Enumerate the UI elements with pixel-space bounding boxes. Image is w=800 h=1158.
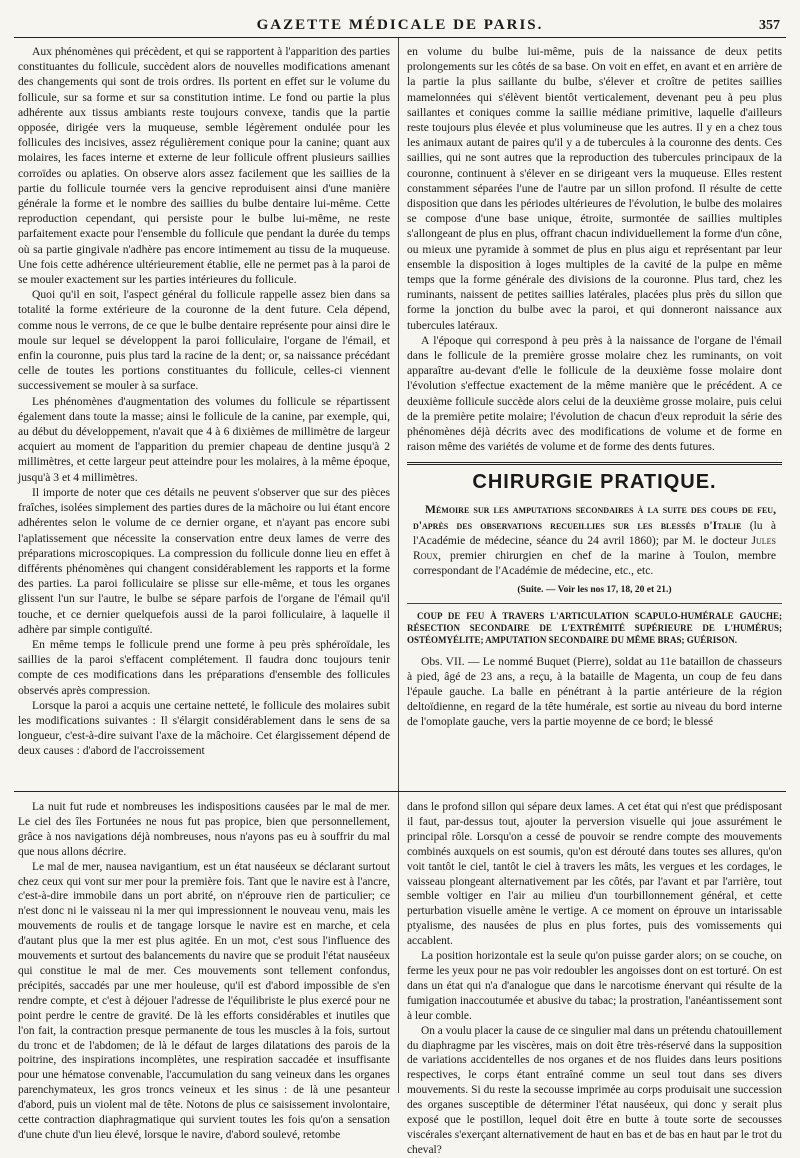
paragraph: dans le profond sillon qui sépare deux lames. A cet état qui n'est que prédisposant il faut, par-dessus tout, ajouter la perversion visuelle qui joue assurément le principal rôle. Lorsqu'on a cessé de pouvoir se rendre compte des mouvements combinés auxquels on est soumis, qu'on est dérouté dans toutes ses allures, qu'on voit tantôt le ciel, tantôt le ciel à travers les mâts, les vergues et les cordages, le vaisseau plongeant alternativement par les côtés, par l'avant et par l'arrière, tout semble voltiger en l'air au milieu d'un tourbillonnement général, et cette perturbation visuelle amène le vertige. A ce moment on éprouve un intarissable ptyalisme, des nausées de plus en plus fortes, puis des vomissements qui accablent.	[407, 801, 782, 948]
page-header	[14, 0, 786, 38]
case-heading: COUP DE FEU À TRAVERS L'ARTICULATION SCAPULO-HUMÉRALE GAUCHE; RÉSECTION SECONDAIRE DE L'EXTRÉMITÉ SUPÉRIEURE DE L'HUMÉRUS; OSTÉOMYÉLITE; AMPUTATION SECONDAIRE DU MÊME BRAS; GUÉRISON.	[407, 610, 782, 645]
left-column	[14, 38, 399, 791]
page-number: 357	[759, 18, 780, 33]
observation-paragraph: Obs. VII. — Le nommé Buquet (Pierre), soldat au 11e bataillon de chasseurs à pied, âgé de 23 ans, a reçu, à la bataille de Magenta, un coup de feu dans l'épaule gauche. La balle en pénétrant à la partie antérieure de la région deltoïdienne, en regard de la tête humérale, est sortie au niveau du bord interne de l'omoplate gauche, vers la partie moyenne de ce bord; le blessé	[407, 654, 782, 729]
paragraph: A l'époque qui correspond à peu près à la naissance de l'organe de l'émail dans le follicule de la première grosse molaire chez les ruminants, on voit apparaître au-devant d'elle le follicule de la deuxième fosse molaire dont l'évolution s'effectue exactement de la même manière que le précédent. A ce deuxième follicule succède alors celui de la deuxième grosse molaire, puis celui de la première petite molaire; l'évolution de chacun d'eux reproduit la série des phénomènes déjà décrits avec des modifications de volume et de forme en raison même des variétés de volume et de forme des dents futures.	[407, 333, 782, 454]
paragraph: Le mal de mer, nausea navigantium, est un état nauséeux se déclarant surtout chez ceux qui vont sur mer pour la première fois. Tant que le navire est à l'ancre, c'est-à-dire immobile dans un port abrité, on n'éprouve rien de particulier; ce n'est donc ni le vaisseau ni la mer qui impressionnent le nouveau venu, mais les mouvements de roulis et de tangage lorsque le navire est en marche, et cela d'autant plus que la mer est plus agitée. En un mot, c'est sous l'influence des mouvements et surtout des balancements du navire que se produit l'état nauséeux qui constitue le mal de mer. Ces mouvements sont tellement confondus, précipités, saccadés par une mer houleuse, qu'il est d'abord impossible de s'en rendre compte, et c'est à déjouer l'adresse de l'équilibriste le plus exercé pour ne point perdre le centre de gravité. De là les efforts considérables et inutiles que l'on fait, la contraction presque permanente de tous les muscles à la fois, surtout du tronc et de l'abdomen; de là le défaut de larges dilatations des parois de la poitrine, des inspirations incomplètes, une respiration saccadée et insuffisante pour une hématose convenable, l'accumulation du sang veineux dans les organes parenchymateux, les gros troncs veineux et les sinus : de là une pesanteur d'abord, puis un violent mal de tête. Notons de plus ce saisissement involontaire, cette contraction diaphragmatique qui survient toutes les fois qu'on a sensation d'une chute d'un lieu élevé, lorsque le navire, d'abord soulevé, retombe	[18, 860, 390, 1141]
memoire-heading	[413, 502, 776, 578]
paragraph: Lorsque la paroi a acquis une certaine netteté, le follicule des molaires subit les modifications suivantes : Il s'élargit considérablement dans le sens de sa longueur, c'est-à-dire suivant l'axe de la mâchoire. Cet élargissement dépend de deux causes : d'abord de l'accroissement	[18, 698, 390, 758]
paragraph: On a voulu placer la cause de ce singulier mal dans un prétendu chatouillement du diaphragme par les viscères, mais on doit être très-réservé dans la supposition de variations accidentelles de nos organes et de nos fluides dans leurs positions respectives, le corps étant entraîné comme un seul tout dans ses divers mouvements. Si du reste la secousse imprimée au corps produisait une succession des organes susceptible de déterminer l'état nauséeux, qui donc y serait plus exposé que le postillon, lequel doit être en butte à toute sorte de secousses viscérales s'exerçant alternativement de haut en bas et de bas en haut par le trot du cheval?	[407, 1024, 782, 1156]
paragraph: En même temps le follicule prend une forme à peu près sphéroïdale, les saillies de la paroi s'effacent complétement. Il faudra donc toujours tenir compte de ces modifications dans les préparations d'ensemble des follicules observés après compression.	[18, 637, 390, 697]
journal-title: GAZETTE MÉDICALE DE PARIS.	[256, 17, 544, 33]
subsection-divider	[407, 603, 782, 604]
paragraph: La position horizontale est la seule qu'on puisse garder alors; on se couche, on ferme les yeux pour ne pas voir redoubler les angoisses dont on est torturé. On est dans un état qui n'a d'analogue que dans le narcotisme énervant qui résulte de la fumigation inaccoutumée et abusive du tabac; la prostration, l'anéantissement sont à leur comble.	[407, 950, 782, 1022]
upper-article	[14, 38, 786, 792]
feuilleton-right-column	[399, 792, 786, 1156]
memoire-details: (lu à l'Académie de médecine, séance du 24 avril 1860); par M. le docteur	[413, 518, 776, 547]
feuilleton-left-column	[14, 792, 399, 1141]
paragraph: Il importe de noter que ces détails ne peuvent s'observer que sur des pièces fraîches, isolées simplement des parties dures de la mâchoire ou lui étant encore adhérentes selon le volume de ce dernier organe, et n'ayant pas encore subi l'aplatissement que nécessite la conservation entre deux lames de verre des préparations microscopiques. La compression du follicule donne lieu en effet à différents phénomènes qui changent considérablement les rapports et la forme des parties. La paroi folliculaire se plisse sur elle-même, et tous les organes glissent l'un sur l'autre, le bulbe se sépare parfois de l'organe de l'émail qu'il touche, et ce dernier quelquefois aussi de la paroi folliculaire, à laquelle il adhère par simple contiguïté.	[18, 485, 390, 636]
section-title: CHIRURGIE PRATIQUE.	[472, 471, 717, 494]
author-name: Jules Roux	[413, 533, 776, 563]
paragraph: en volume du bulbe lui-même, puis de la naissance de deux petits prolongements sur les côtés de sa base. On voit en effet, en avant et en arrière de la partie la plus saillante du bulbe, s'élever et croître de petites saillies mamelonnées qui s'élèvent bientôt verticalement, devenant peu à peu plus saillantes et coniques comme la saillie médiane primitive, laquelle d'ailleurs reste toujours plus élevée et plus volumineuse que les autres. Il y en a chez tous les animaux autant de paires qu'il y a de tubercules à la couronne des dents. Ces saillies, qui ne sont autres que la reproduction des tubercules principaux de la couronne, continuent à s'élever en se dirigeant vers la muqueuse. Elles restent constamment séparées l'une de l'autre par un sillon profond. Il résulte de cette disposition que dans les périodes ultérieures de l'évolution, le bulbe des molaires se compose d'une base unique, étroite, surmontée de saillies multiples s'allongeant de plus en plus, offrant chacun individuellement la forme d'un cône, ou mieux une pyramide à sommet de plus en plus aigu et représentant par leur ensemble la disposition à loges multiples de la cavité de la pulpe en même temps que la forme générale des divisions de la couronne. Plus tard, chez les ruminants, naissent de petites saillies latérales, placées plus près du sillon que forme la jonction du bulbe avec la paroi, et qui donneront naissance aux tubercules latéraux.	[407, 45, 782, 332]
right-column	[399, 38, 786, 791]
memoire-affiliation: , premier chirurgien en chef de la marine à Toulon, membre correspondant de l'Académie de médecine, etc., etc.	[413, 549, 776, 578]
paragraph: La nuit fut rude et nombreuses les indispositions causées par le mal de mer. Le ciel des îles Fortunées ne nous fut pas propice, bien que personnellement, grâce à nos navigations déjà nombreuses, nous n'ayons pas eu à souffrir du mal que nous allons décrire.	[18, 801, 390, 858]
paragraph: Quoi qu'il en soit, l'aspect général du follicule rappelle assez bien dans sa totalité la forme extérieure de la couronne de la dent future. Cela dépend, comme nous le verrons, de ce que le bulbe dentaire représente pour ainsi dire le moule sur lequel se développent la paroi folliculaire, l'organe de l'émail, et enfin la couronne, puis plus tard la racine de la dent; or, sa naissance précédant celle de toutes les portions constituantes du follicule, celles-ci viennent successivement se mouler à sa surface.	[18, 288, 390, 393]
memoire-title: Mémoire sur les amputations secondaires à la suite des coups de feu, d'après des observations recueillies sur les blessés d'Italie	[413, 503, 776, 532]
feuilleton	[14, 792, 786, 1156]
paragraph: Aux phénomènes qui précèdent, et qui se rapportent à l'apparition des parties constituantes du follicule, succèdent alors de nouvelles modifications amenant des changements qui sont de trois ordres. Ils portent en effet sur le volume du follicule, sur sa forme et sur sa constitution intime. Le fond ou partie la plus adhérente aux tissus ambiants reste toujours convexe, tandis que la partie opposée, dirigée vers la muqueuse, semble légèrement ondulée pour les follicules des incisives, assez régulièrement conique pour la canine; quant aux molaires, les faces interne et externe de leur follicule offrent plusieurs saillies corroïdes ou aplaties. On observe alors assez facilement que les saillies de la partie du follicule tournée vers la gencive reproduisent ainsi d'une manière générale la forme et le nombre des saillies du bulbe dentaire lui-même. Cette reproduction cependant, qui persiste pour le bulbe lui-même, ne reste parfaitement exacte pour l'ensemble du follicule que pendant la durée du temps où sa partie gingivale n'adhère pas encore intimement au tissu de la muqueuse. Une fois cette adhérence ultérieurement établie, elle ne permet pas à la paroi de se mouler exactement sur les parties intérieures du follicule.	[18, 45, 390, 287]
section-divider	[407, 462, 782, 465]
continuation-note: (Suite. — Voir les nos 17, 18, 20 et 21.)	[517, 584, 672, 595]
paragraph: Les phénomènes d'augmentation des volumes du follicule se répartissent également dans toute la masse; ainsi le follicule de la canine, par exemple, qui, au début du développement, n'avait que 4 à 6 dixièmes de millimètre de largeur acquiert au moment de l'apparition du premier chapeau de dentine jusqu'à 2 millimètres, et cette largeur peut atteindre pour les molaires, à la même époque, jusqu'à 3 et 4 millimètres.	[18, 394, 390, 484]
